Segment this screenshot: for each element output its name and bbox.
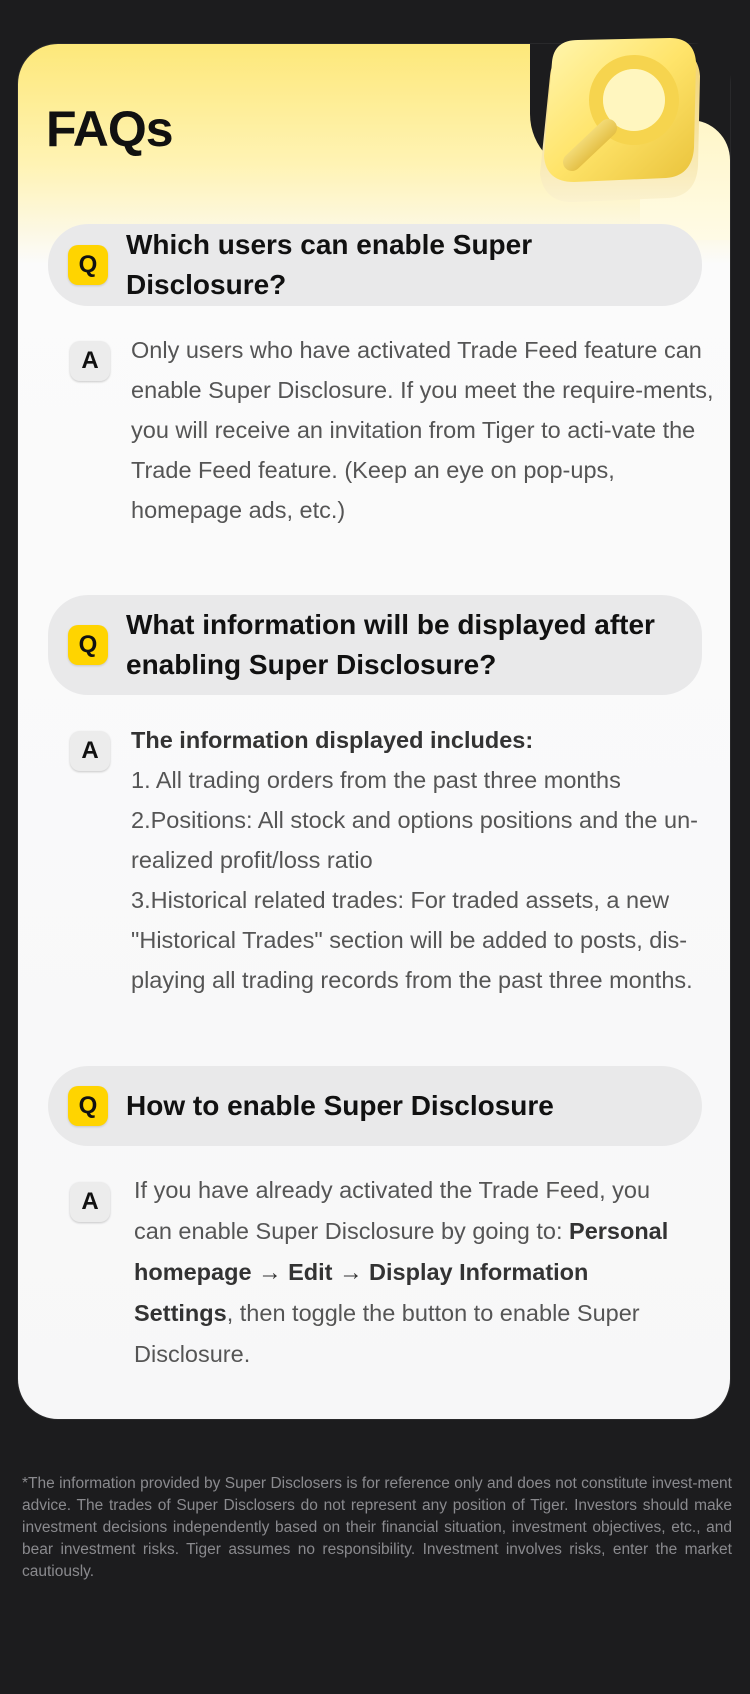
page-title: FAQs <box>46 101 173 157</box>
q-badge: Q <box>68 1086 108 1126</box>
answer-line-3: 3.Historical related trades: For traded assets, a new "Historical Trades" section will be added to posts, dis-playing all trading records from the past three months. <box>131 887 693 993</box>
question-text: How to enable Super Disclosure <box>126 1090 554 1121</box>
q-badge: Q <box>68 625 108 665</box>
a-badge: A <box>70 731 110 771</box>
question-2[interactable] <box>48 595 702 695</box>
answer-3 <box>134 1170 694 1375</box>
magnifier-icon <box>522 36 712 211</box>
answer-line-1: 1. All trading orders from the past three months <box>131 767 621 793</box>
answer-path: Personal homepage → Edit → Display Information Settings <box>134 1218 669 1326</box>
q-badge: Q <box>68 245 108 285</box>
disclaimer-text: *The information provided by Super Disclosers is for reference only and does not constitute invest-ment advice. The trades of Super Disclosers do not represent any position of Tiger. Investors should make investment decisions independently based on their financial situation, investment objectives, etc., and bear investment risks. Tiger assumes no responsibility. Investment involves risks, enter the market cautiously. <box>22 1475 732 1580</box>
answer-2 <box>131 720 716 1000</box>
question-3[interactable] <box>48 1066 702 1146</box>
answer-prefix: If you have already activated the Trade Feed, you can enable Super Disclosure by going to: <box>134 1177 651 1244</box>
question-1[interactable] <box>48 224 702 306</box>
question-text: Which users can enable Super Disclosure? <box>126 229 533 300</box>
a-badge: A <box>70 341 110 381</box>
answer-heading: The information displayed includes: <box>131 727 534 753</box>
a-badge: A <box>70 1182 110 1222</box>
answer-suffix: , then toggle the button to enable Super Disclosure. <box>134 1300 640 1367</box>
answer-line-2: 2.Positions: All stock and options positions and the un-realized profit/loss ratio <box>131 807 698 873</box>
question-text: What information will be displayed after enabling Super Disclosure? <box>126 609 655 680</box>
answer-1: Only users who have activated Trade Feed feature can enable Super Disclosure. If you meet the require-ments, you will receive an invitation from Tiger to acti-vate the Trade Feed feature. (Keep an eye on pop-ups, homepage ads, etc.) <box>131 337 714 523</box>
